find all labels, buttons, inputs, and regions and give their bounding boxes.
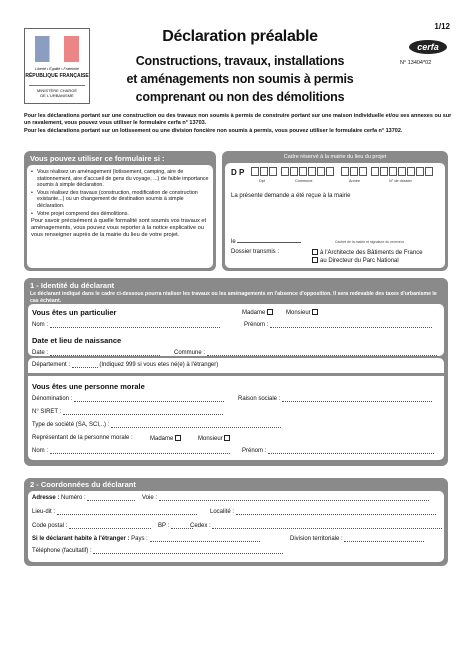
checkbox-icon[interactable] — [312, 309, 318, 315]
madame-option[interactable]: Madame — [242, 309, 275, 316]
date-prefix: le — [231, 237, 301, 245]
cedex-field[interactable]: Cedex : — [190, 523, 442, 529]
section2-heading: 2 - Coordonnées du déclarant — [30, 480, 136, 489]
telephone-field[interactable]: Téléphone (facultatif) : — [32, 548, 283, 554]
usage-footer: Pour savoir précisément à quelle formalité sont soumis vos travaux et aménagements, vous pouvez vous reporter à la notice explicative ou vous renseigner auprès de la mairie du lieu de votre projet. — [31, 218, 207, 239]
section-identite — [24, 278, 448, 466]
representant-label: Représentant de la personne morale : — [32, 435, 133, 441]
checkbox-icon[interactable] — [175, 435, 181, 441]
morale-heading: Vous êtes une personne morale — [32, 382, 145, 391]
usage-item: • Vous réalisez un aménagement (lotissement, camping, aire de stationnement, aire d'accueil de gens du voyage, ...) de faible importance soumis à simple déclaration. — [31, 169, 209, 189]
usage-heading: Vous pouvez utiliser ce formulaire si : — [30, 154, 165, 163]
rep-prenom-field[interactable]: Prénom : — [242, 448, 434, 454]
dossier-label: Dossier transmis : — [231, 249, 280, 255]
page-subtitle: Constructions, travaux, installations et aménagements non soumis à permis comprenant ou non des démolitions — [126, 54, 354, 104]
page-title: Déclaration préalable — [162, 28, 318, 45]
usage-item: • Vous réalisez des travaux (construction, modification de construction existante...) ou un changement de destination soumis à simple déclaration. — [31, 190, 209, 210]
annee-boxes[interactable] — [341, 167, 367, 176]
birth-commune-field[interactable]: Commune : — [174, 350, 437, 356]
bp-field[interactable]: BP : — [158, 523, 193, 529]
checkbox-icon[interactable] — [312, 257, 318, 263]
particulier-heading: Vous êtes un particulier — [32, 308, 117, 317]
cerfa-number: N° 13404*02 — [400, 60, 432, 66]
marianne-logo — [24, 28, 90, 104]
mairie-panel — [222, 151, 448, 271]
rep-monsieur-option[interactable]: Monsieur — [198, 435, 232, 442]
usage-panel — [24, 151, 216, 271]
departement-field[interactable]: Département : (Indiquez 999 si vous etes né(e) à l'étranger) — [32, 362, 219, 368]
cerfa-logo: cerfa — [409, 40, 447, 54]
col-label: Dpt — [259, 179, 265, 183]
coordonnees-box — [28, 491, 444, 562]
page-number: 1/12 — [434, 22, 450, 31]
usage-body — [27, 165, 213, 268]
type-societe-field[interactable]: Type de société (SA, SCI,..) : — [32, 422, 281, 428]
mairie-heading: Cadre réservé à la mairie du lieu du projet — [283, 154, 387, 160]
usage-item: • Votre projet comprend des démolitions. — [31, 211, 209, 218]
checkbox-icon[interactable] — [312, 249, 318, 255]
prenom-field[interactable]: Prénom : — [244, 322, 432, 328]
date-field[interactable] — [237, 237, 301, 243]
code-postal-field[interactable]: Code postal : — [32, 523, 151, 529]
section1-heading: 1 - Identité du déclarant — [30, 281, 115, 290]
section-coordonnees — [24, 478, 448, 566]
rep-madame-option[interactable]: Madame — [150, 435, 183, 442]
option-abf[interactable]: à l'Architecte des Bâtiments de France — [312, 249, 423, 256]
birth-heading: Date et lieu de naissance — [32, 336, 122, 345]
nom-field[interactable]: Nom : — [32, 322, 220, 328]
localite-field[interactable]: Localité : — [210, 509, 436, 515]
logo-motto: Liberté • Égalité • Fraternité — [35, 67, 79, 71]
col-label: N° de dossier — [389, 179, 412, 183]
birth-and-morale-box — [28, 350, 444, 460]
dp-letters: D P — [231, 168, 245, 177]
denomination-field[interactable]: Dénomination : — [32, 396, 224, 402]
particulier-box — [28, 304, 444, 356]
birthdate-field[interactable]: Date : — [32, 350, 160, 356]
siret-field[interactable]: N° SIRET : — [32, 409, 223, 415]
rep-nom-field[interactable]: Nom : — [32, 448, 230, 454]
raison-sociale-field[interactable]: Raison sociale : — [238, 396, 432, 402]
col-label: Année — [349, 179, 360, 183]
numero-field[interactable]: Adresse : Numéro : — [32, 495, 135, 501]
mairie-body — [225, 163, 445, 268]
received-text: La présente demande a été reçue à la mairie — [231, 193, 351, 199]
pays-field[interactable]: Si le déclarant habite à l'étranger : Pays : — [32, 536, 260, 542]
section1-note: Le déclarant indiqué dans le cadre ci-dessous pourra réaliser les travaux ou les aménagements en l'absence d'opposition. Il sera redevable des taxes d'urbanisme le cas échéant. — [30, 291, 437, 304]
dossier-boxes[interactable] — [371, 167, 433, 176]
dpt-boxes[interactable] — [251, 167, 277, 176]
flag-icon — [35, 36, 79, 62]
checkbox-icon[interactable] — [224, 435, 230, 441]
lieu-dit-field[interactable]: Lieu-dit : — [32, 509, 197, 515]
division-field[interactable]: Division territoriale : — [290, 536, 424, 542]
commune-boxes[interactable] — [281, 167, 334, 176]
intro-text: Pour les déclarations portant sur une construction ou des travaux non soumis à permis de construire portant sur une maison individuelle et/ou ses annexes ou sur un ravalement, vous pouvez vous utiliser le formulaire cerfa n° 13703. Pour les déclarations portant sur un lotissement ou une division foncière non soumis à permis, vous pouvez utiliser le formulaire cerfa n° 13702. — [24, 113, 452, 134]
logo-republic: RÉPUBLIQUE FRANÇAISE — [25, 73, 89, 79]
stamp-label: Cachet de la mairie et signature du receveur — [335, 240, 404, 244]
checkbox-icon[interactable] — [267, 309, 273, 315]
col-label: Commune — [295, 179, 313, 183]
logo-ministry: MINISTÈRE CHARGÉ DE L'URBANISME — [29, 85, 85, 98]
separator — [28, 373, 444, 376]
option-parc[interactable]: au Directeur du Parc National — [312, 257, 399, 264]
monsieur-option[interactable]: Monsieur — [286, 309, 320, 316]
voie-field[interactable]: Voie : — [142, 495, 429, 501]
